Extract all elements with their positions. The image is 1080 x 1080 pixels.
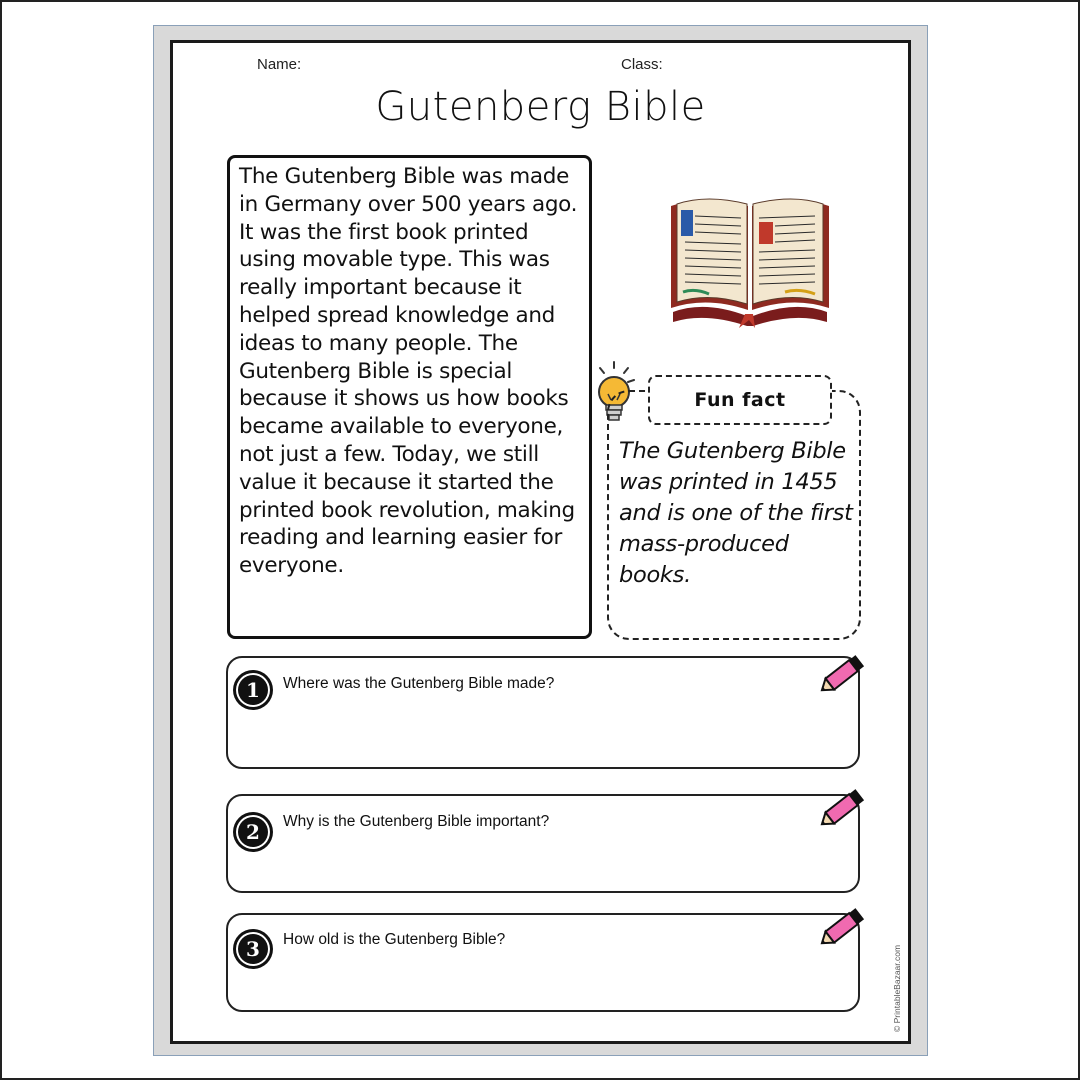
answer-box-3[interactable] (226, 913, 860, 1012)
open-book-icon (665, 192, 835, 328)
fun-fact-label-box (648, 375, 832, 425)
question-number-2: 2 (236, 815, 270, 849)
question-text-3: How old is the Gutenberg Bible? (283, 931, 506, 948)
question-number-3: 3 (236, 932, 270, 966)
answer-box-1[interactable] (226, 656, 860, 769)
pencil-icon (818, 903, 870, 949)
pencil-icon (818, 784, 870, 830)
answer-box-2[interactable] (226, 794, 860, 893)
fun-fact-text: The Gutenberg Bible was printed in 1455 and is one of the first mass-produced books. (619, 438, 853, 588)
page-title: Gutenberg Bible (375, 84, 706, 130)
class-label: Class: (621, 56, 663, 73)
name-label: Name: (257, 56, 302, 73)
fun-fact-label: Fun fact (694, 389, 786, 411)
passage-box (227, 155, 592, 639)
copyright-text: © PrintableBazaar.com (892, 944, 902, 1032)
passage-text: The Gutenberg Bible was made in Germany over 500 years ago. It was the first book printed using movable type. This was really important because it helped spread knowledge and ideas to many people. The Gutenberg Bible is special because it shows us how books became available to everyone, not just a few. Today, we still value it because it started the printed book revolution, making reading and learning easier for everyone. (239, 164, 578, 579)
question-number-1: 1 (236, 673, 270, 707)
question-text-2: Why is the Gutenberg Bible important? (283, 813, 550, 830)
question-text-1: Where was the Gutenberg Bible made? (283, 675, 555, 692)
pencil-icon (818, 650, 870, 696)
